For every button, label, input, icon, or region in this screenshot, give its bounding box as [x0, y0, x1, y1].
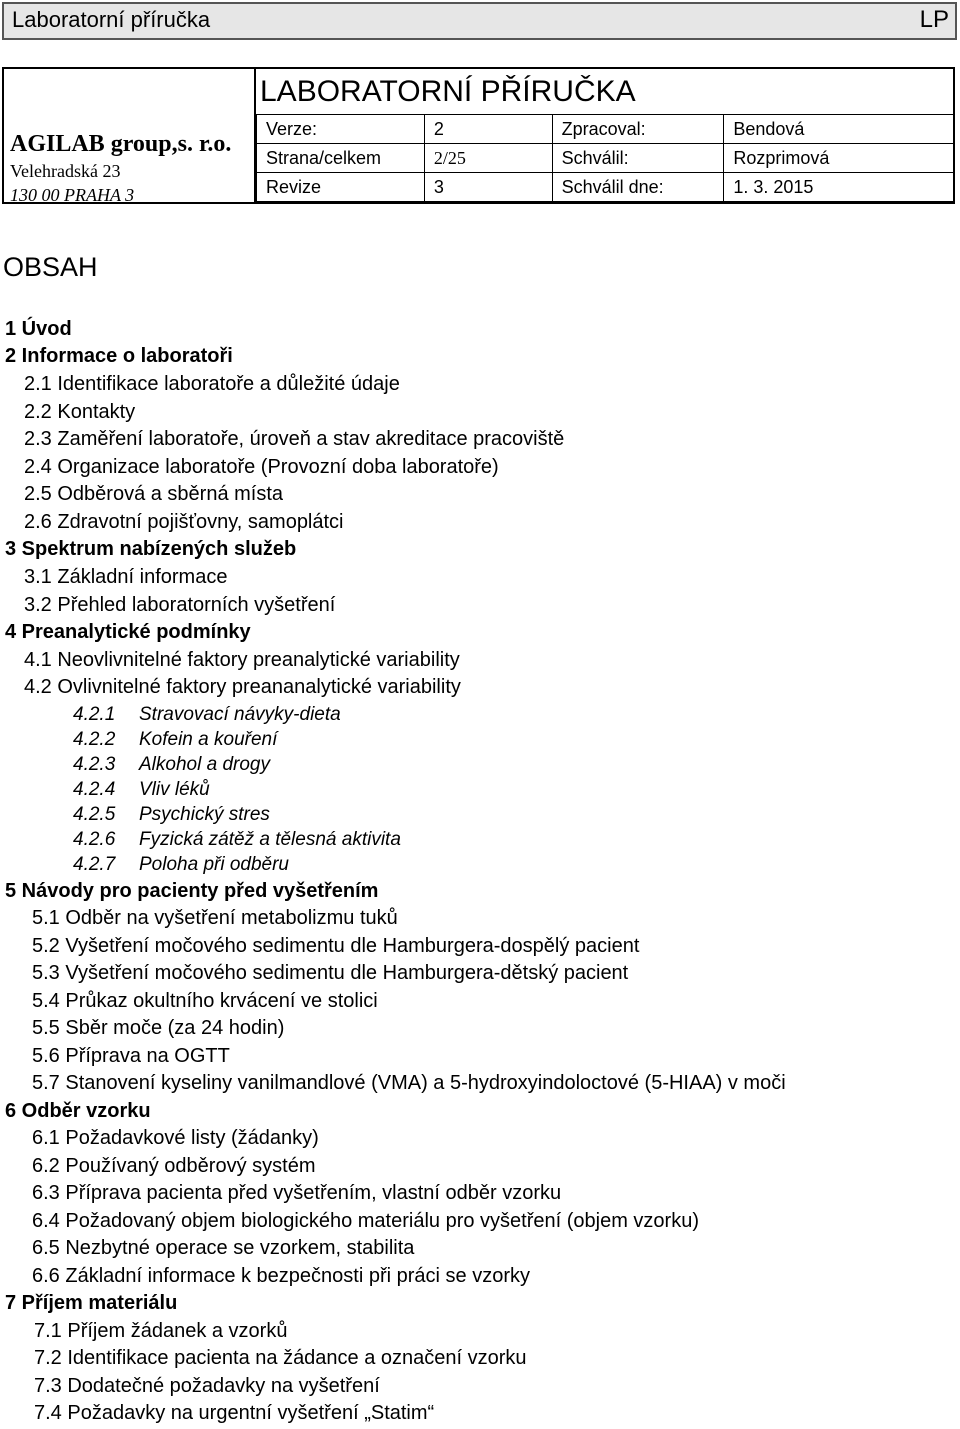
info-value: 1. 3. 2015	[724, 173, 955, 202]
toc-item-number: 4.2.1	[73, 704, 116, 725]
toc-item[interactable]: 3.1 Základní informace	[24, 566, 228, 588]
document-title: LABORATORNÍ PŘÍRUČKA	[260, 75, 636, 108]
info-value: 2/25	[424, 144, 552, 173]
toc-item[interactable]: 2.2 Kontakty	[24, 401, 136, 423]
toc-item[interactable]	[0, 854, 500, 878]
top-bar	[2, 2, 957, 40]
toc-item[interactable]: 5 Návody pro pacienty před vyšetřením	[5, 880, 379, 902]
company-street: Velehradská 23	[10, 161, 121, 181]
info-label: Schválil:	[552, 144, 724, 173]
toc-item[interactable]: 4 Preanalytické podmínky	[5, 621, 251, 643]
toc-item-number: 4.2.5	[73, 804, 116, 825]
toc-item-label: Fyzická zátěž a tělesná aktivita	[139, 829, 401, 850]
toc-item[interactable]: 1 Úvod	[5, 318, 72, 340]
toc-item[interactable]: 2 Informace o laboratoři	[5, 345, 233, 367]
toc-item[interactable]: 5.4 Průkaz okultního krvácení ve stolici	[32, 990, 378, 1012]
company-city: 130 00 PRAHA 3	[10, 185, 135, 205]
toc-item[interactable]	[0, 804, 500, 828]
toc-item-number: 4.2.6	[73, 829, 116, 850]
toc-item[interactable]: 3.2 Přehled laboratorních vyšetření	[24, 594, 336, 616]
toc-heading: OBSAH	[3, 252, 98, 282]
toc-item[interactable]: 2.1 Identifikace laboratoře a důležité údaje	[24, 373, 400, 395]
toc-item-label: Kofein a kouření	[139, 729, 278, 750]
toc-item-label: Psychický stres	[139, 804, 270, 825]
toc-item[interactable]: 2.6 Zdravotní pojišťovny, samoplátci	[24, 511, 344, 533]
toc-item[interactable]: 6.4 Požadovaný objem biologického materiálu pro vyšetření (objem vzorku)	[32, 1210, 700, 1232]
toc-item-label: Alkohol a drogy	[139, 754, 270, 775]
info-label: Schválil dne:	[552, 173, 724, 202]
toc-item[interactable]: 7.4 Požadavky na urgentní vyšetření „Statim“	[34, 1402, 435, 1424]
toc-item[interactable]: 6.6 Základní informace k bezpečnosti při práci se vzorky	[32, 1265, 530, 1287]
toc-item[interactable]: 6.2 Používaný odběrový systém	[32, 1155, 316, 1177]
info-value: Rozprimová	[724, 144, 955, 173]
info-label: Verze:	[257, 115, 425, 144]
toc-item[interactable]: 6.1 Požadavkové listy (žádanky)	[32, 1127, 319, 1149]
toc-item[interactable]	[0, 829, 500, 853]
toc-item[interactable]: 3 Spektrum nabízených služeb	[5, 538, 297, 560]
info-value: 3	[424, 173, 552, 202]
toc-item[interactable]: 5.7 Stanovení kyseliny vanilmandlové (VMA) a 5-hydroxyindoloctové (5-HIAA) v moči	[32, 1072, 786, 1094]
toc-item[interactable]: 5.6 Příprava na OGTT	[32, 1045, 230, 1067]
toc-item[interactable]: 6.3 Příprava pacienta před vyšetřením, vlastní odběr vzorku	[32, 1182, 562, 1204]
toc-item[interactable]: 7.3 Dodatečné požadavky na vyšetření	[34, 1375, 380, 1397]
toc-item-label: Stravovací návyky-dieta	[139, 704, 341, 725]
info-value: 2	[424, 115, 552, 144]
info-value: Bendová	[724, 115, 955, 144]
toc-item-number: 4.2.4	[73, 779, 116, 800]
info-label: Zpracoval:	[552, 115, 724, 144]
company-name: AGILAB group,s. r.o.	[10, 131, 232, 157]
toc-item[interactable]: 2.5 Odběrová a sběrná místa	[24, 483, 284, 505]
toc-item[interactable]: 5.5 Sběr moče (za 24 hodin)	[32, 1017, 285, 1039]
info-row-revision	[257, 173, 955, 202]
toc-item-number: 4.2.7	[73, 854, 116, 875]
toc-item[interactable]	[0, 704, 500, 728]
toc-item[interactable]: 6.5 Nezbytné operace se vzorkem, stabilita	[32, 1237, 415, 1259]
info-row-page	[257, 144, 955, 173]
toc-item[interactable]: 2.4 Organizace laboratoře (Provozní doba laboratoře)	[24, 456, 499, 478]
toc-item-label: Vliv léků	[139, 779, 210, 800]
document-info-table	[256, 114, 955, 202]
toc-item[interactable]	[0, 779, 500, 803]
toc-item[interactable]: 5.1 Odběr na vyšetření metabolizmu tuků	[32, 907, 398, 929]
toc-item[interactable]	[0, 729, 500, 753]
info-label: Revize	[257, 173, 425, 202]
toc-item[interactable]: 7.1 Příjem žádanek a vzorků	[34, 1320, 288, 1342]
toc-item[interactable]: 6 Odběr vzorku	[5, 1100, 151, 1122]
company-address	[10, 129, 231, 207]
toc-item[interactable]: 5.3 Vyšetření močového sedimentu dle Hamburgera-dětský pacient	[32, 962, 629, 984]
toc-item-label: Poloha při odběru	[139, 854, 289, 875]
toc-item[interactable]: 5.2 Vyšetření močového sedimentu dle Hamburgera-dospělý pacient	[32, 935, 640, 957]
document-header	[2, 67, 955, 204]
toc-item[interactable]: 4.2 Ovlivnitelné faktory preananalytické variability	[24, 676, 461, 698]
info-label: Strana/celkem	[257, 144, 425, 173]
toc-item-number: 4.2.3	[73, 754, 116, 775]
top-bar-title: Laboratorní příručka	[12, 7, 211, 32]
toc-item[interactable]: 2.3 Zaměření laboratoře, úroveň a stav akreditace pracoviště	[24, 428, 565, 450]
toc-item-number: 4.2.2	[73, 729, 116, 750]
toc-item[interactable]: 7.2 Identifikace pacienta na žádance a označení vzorku	[34, 1347, 527, 1369]
top-bar-code: LP	[919, 6, 949, 33]
toc-item[interactable]: 4.1 Neovlivnitelné faktory preanalytické variability	[24, 649, 460, 671]
info-row-version	[257, 115, 955, 144]
toc-item[interactable]	[0, 754, 500, 778]
toc-item[interactable]: 7 Příjem materiálu	[5, 1292, 178, 1314]
